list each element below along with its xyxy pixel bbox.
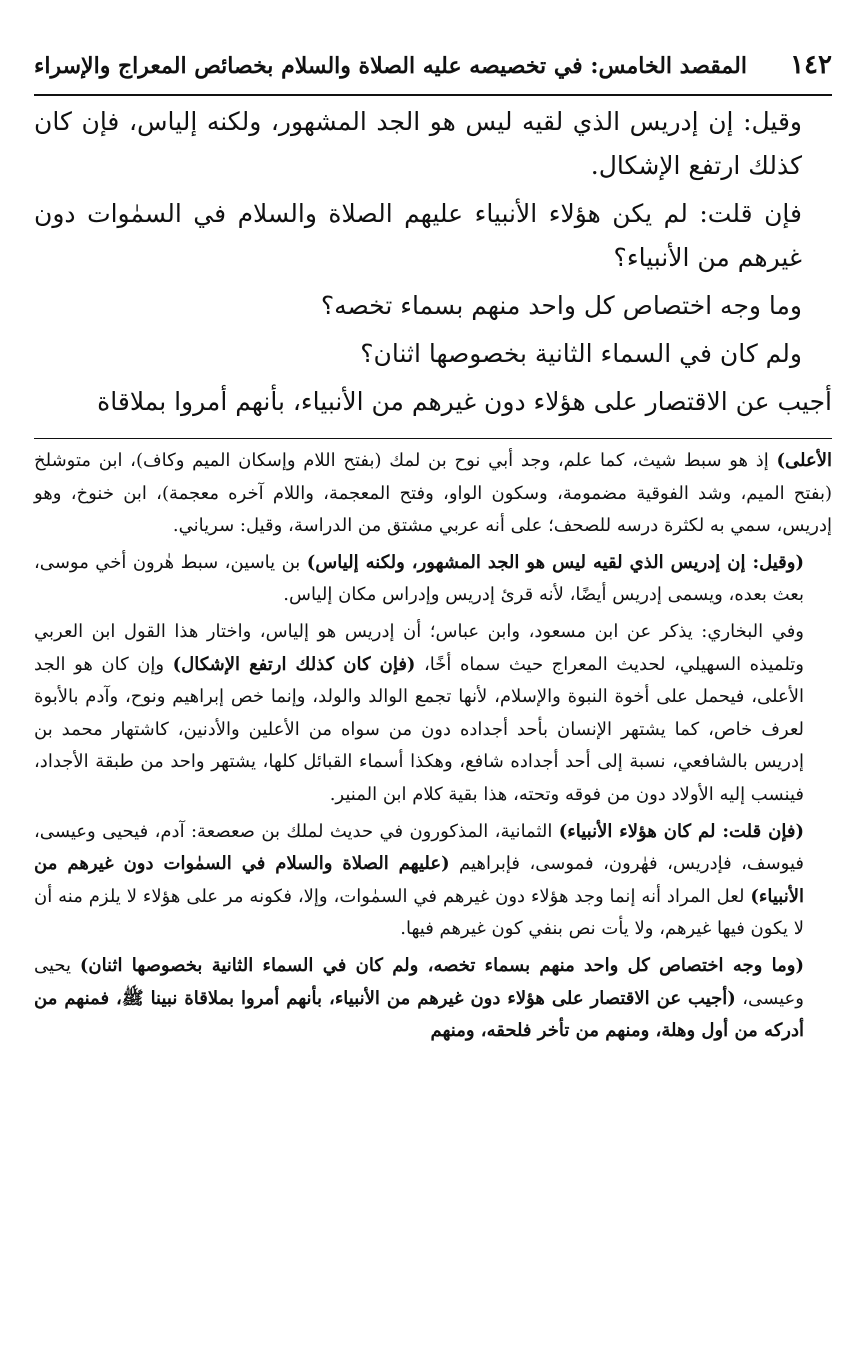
commentary-paragraph	[34, 547, 832, 612]
main-paragraph: وما وجه اختصاص كل واحد منهم بسماء تخصه؟	[320, 291, 802, 320]
commentary-paragraph	[34, 445, 832, 543]
commentary	[34, 445, 832, 1048]
main-paragraph: ولم كان في السماء الثانية بخصوصها اثنان؟	[360, 339, 802, 368]
book-page	[34, 50, 832, 1052]
commentary-quote: (فإن كان كذلك ارتفع الإشكال)	[172, 653, 416, 675]
main-paragraph: فإن قلت: لم يكن هؤلاء الأنبياء عليهم الصلاة والسلام في السمٰوات دون غيرهم من الأنبياء؟	[34, 199, 802, 272]
commentary-quote: (فإن قلت: لم كان هؤلاء الأنبياء)	[558, 820, 804, 842]
main-paragraph: وقيل: إن إدريس الذي لقيه ليس هو الجد المشهور، ولكنه إلياس، فإن كان كذلك ارتفع الإشكال.	[34, 107, 802, 180]
commentary-quote: (وقيل: إن إدريس الذي لقيه ليس هو الجد المشهور، ولكنه إلياس)	[306, 551, 804, 573]
commentary-paragraph	[34, 616, 832, 812]
section-divider	[34, 438, 832, 439]
commentary-text: الثمانية، المذكورون في حديث لملك بن صعصعة: آدم، فيحيى وعيسى، فيوسف، فإدريس، فهٰرون، فموسى، فإبراهيم	[34, 820, 804, 875]
page-number: ١٤٢	[790, 50, 832, 80]
commentary-text: لعل المراد أنه إنما وجد هؤلاء دون غيرهم في السمٰوات، وإلا، فكونه مر على هؤلاء لا يلزم منه أن لا يكون فيها غيرهم، ولا يأت نص بنفي كون غيرهم فيها.	[34, 885, 804, 940]
main-text	[34, 100, 832, 424]
chapter-title: المقصد الخامس: في تخصيصه عليه الصلاة والسلام بخصائص المعراج والإسراء	[34, 53, 747, 79]
commentary-text: وفي البخاري: يذكر عن ابن مسعود، وابن عباس؛ أن إدريس هو إلياس، واختار هذا القول ابن العربي وتلميذه السهيلي، لحديث المعراج حيث سماه أخًا،	[34, 620, 804, 675]
commentary-paragraph	[34, 950, 832, 1048]
commentary-text: يحيى وعيسى،	[34, 954, 804, 1009]
commentary-quote: (أجيب عن الاقتصار على هؤلاء دون غيرهم من الأنبياء، بأنهم أمروا بملاقاة نبينا ﷺ، فمنهم من أدركه من أول وهلة، ومنهم من تأخر فلحقه، ومنهم	[34, 987, 804, 1042]
commentary-paragraph	[34, 816, 832, 946]
commentary-text: إذ هو سبط شيث، كما علم، وجد أبي نوح بن لمك (بفتح اللام وإسكان الميم وكاف)، ابن متوشلخ (بفتح الميم، وشد الفوقية مضمومة، وسكون الواو، وفتح المعجمة، واللام آخره معجمة)، ابن خنوخ، وهو إدريس، سمي به لكثرة درسه للصحف؛ على أنه عربي مشتق من الدراسة، وقيل: سرياني.	[34, 450, 832, 537]
commentary-quote: (وما وجه اختصاص كل واحد منهم بسماء تخصه، ولم كان في السماء الثانية بخصوصها اثنان)	[79, 954, 804, 976]
commentary-quote: (عليهم الصلاة والسلام في السمٰوات دون غيرهم من الأنبياء)	[34, 853, 804, 907]
main-paragraph: أجيب عن الاقتصار على هؤلاء دون غيرهم من الأنبياء، بأنهم أمروا بملاقاة	[97, 387, 832, 416]
commentary-text: بن ياسين، سبط هٰرون أخي موسى، بعث بعده، ويسمى إدريس أيضًا، لأنه قرئ إدريس وإدراس مكان إلياس.	[34, 551, 804, 606]
running-header	[34, 50, 832, 96]
commentary-quote: الأعلى)	[776, 450, 832, 471]
commentary-text: وإن كان هو الجد الأعلى، فيحمل على أخوة النبوة والإسلام، لأنها تجمع الوالد والولد، وإنما خص إبراهيم ونوح، وآدم بالأبوة لعرف خاص، كما يشتهر الإنسان بأحد أجداده دون من سواه من الأعلين والأدنين، كاشتهار محمد بن إدريس بالشافعي، نسبة إلى أحد أجداده شافع، وهكذا أسماء القبائل كلها، يشتهر واحد من طبقة الأجداد، فينسب إليه الأولاد دون من فوقه وتحته، هذا بقية كلام ابن المنير.	[34, 653, 804, 805]
